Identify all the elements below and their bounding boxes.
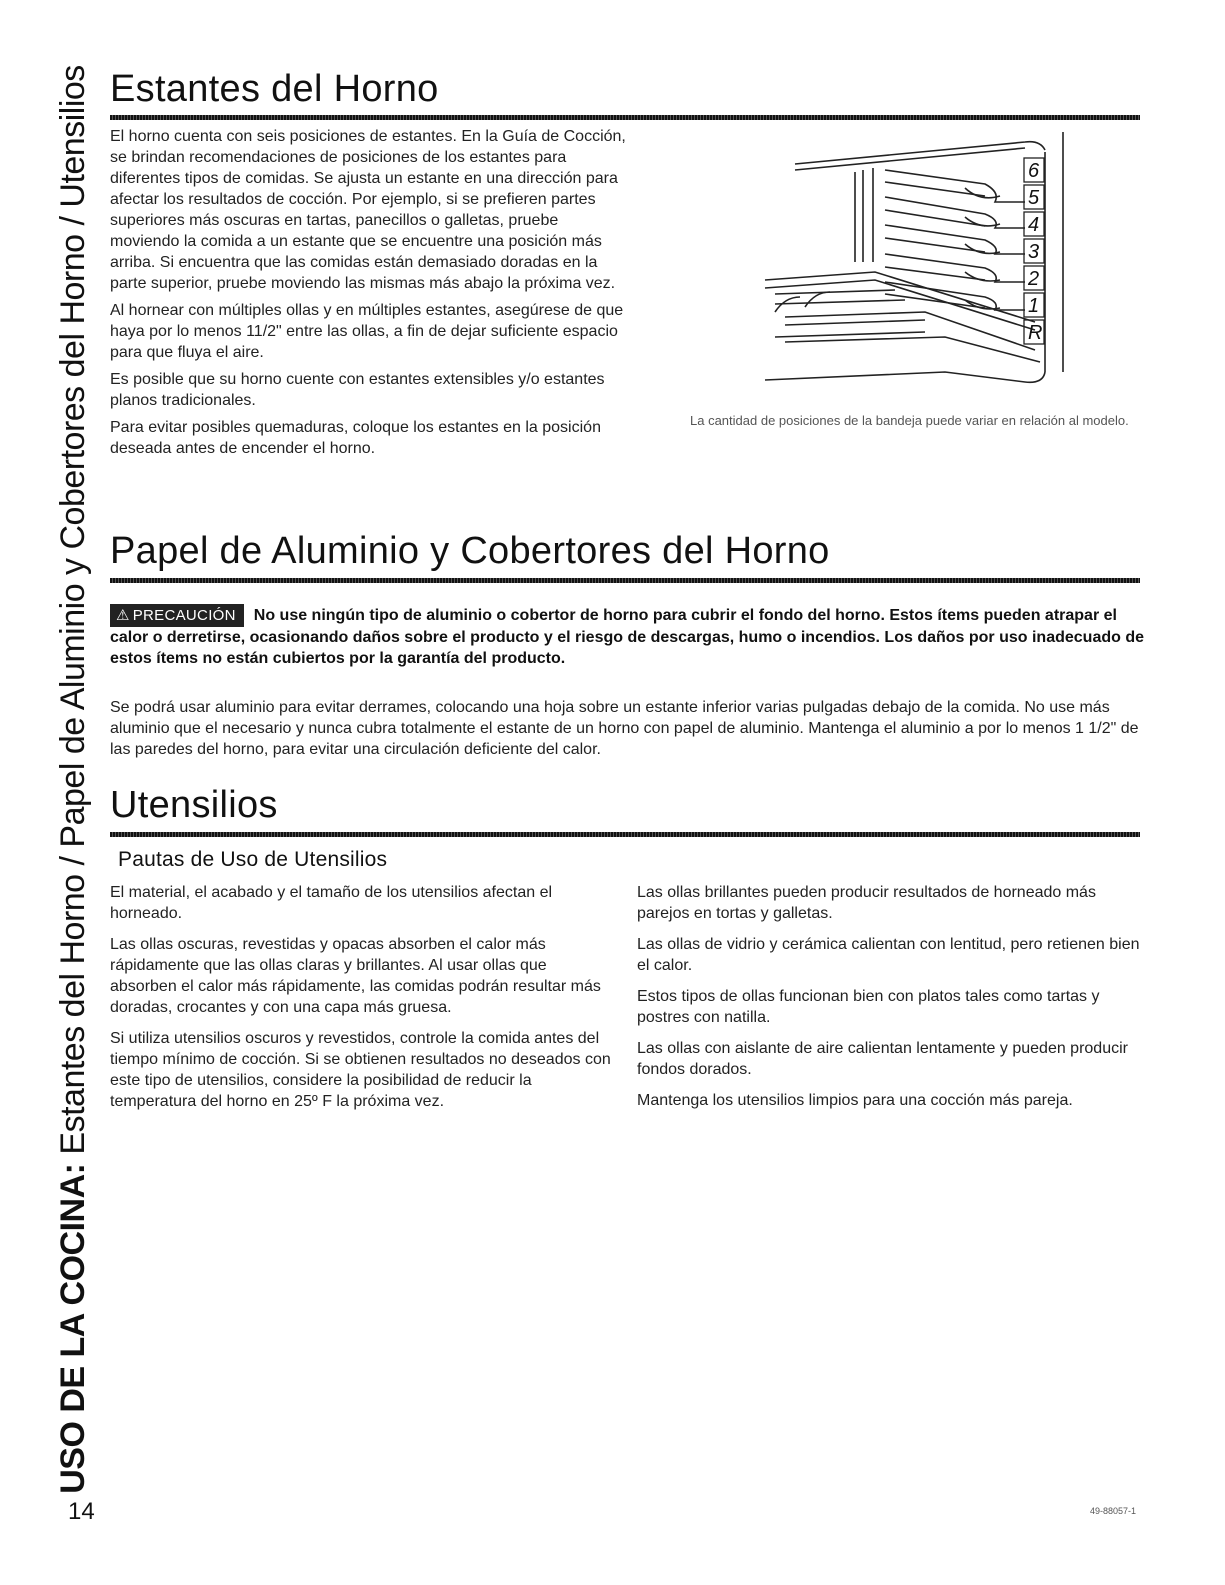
racks-text (110, 126, 630, 465)
rack-label: 3 (1028, 241, 1040, 263)
warning-triangle-icon: ⚠ (116, 607, 130, 624)
side-section-tab (52, 54, 94, 1504)
section-title-racks: Estantes del Horno (110, 68, 439, 110)
side-tab-bold: USO DE LA COCINA: (53, 1163, 92, 1494)
cookware-paragraph: Estos tipos de ollas funcionan bien con platos tales como tartas y postres con natilla. (637, 988, 1100, 1026)
cookware-paragraph: Las ollas de vidrio y cerámica calientan con lentitud, pero retienen bien el calor. (637, 936, 1140, 974)
racks-paragraph: Para evitar posibles quemaduras, coloque los estantes en la posición deseada antes de encender el horno. (110, 419, 601, 457)
figure-caption: La cantidad de posiciones de la bandeja puede variar en relación al modelo. (690, 413, 1129, 428)
section-title-cookware: Utensilios (110, 784, 278, 826)
cookware-paragraph: Mantenga los utensilios limpios para una cocción más pareja. (637, 1092, 1073, 1109)
caution-block (110, 604, 1145, 669)
racks-paragraph: El horno cuenta con seis posiciones de estantes. En la Guía de Cocción, se brindan recomendaciones de posiciones de los estantes para diferentes tipos de comidas. Se ajusta un estante en una dirección para afectar los resultados de cocción. Por ejemplo, si se prefieren partes superiores más oscuras en tartas, panecillos o galletas, pruebe moviendo la comida a un estante que se encuentre una posición más arriba. Si encuentra que las comidas están demasiado doradas en la parte superior, pruebe moviendo las mismas más abajo la próxima vez. (110, 128, 626, 292)
side-tab-text (54, 65, 93, 1494)
cookware-paragraph: Las ollas brillantes pueden producir resultados de horneado más parejos en tortas y galletas. (637, 884, 1096, 922)
cookware-subtitle: Pautas de Uso de Utensilios (118, 848, 388, 871)
oven-rack-illustration (745, 122, 1065, 390)
rack-label: 4 (1028, 214, 1040, 236)
side-tab-rest: Estantes del Horno / Papel de Aluminio y Cobertores del Horno / Utensilios (53, 64, 92, 1164)
section-title-foil: Papel de Aluminio y Cobertores del Horno (110, 530, 830, 572)
section-rule-cookware (110, 832, 1140, 837)
cookware-left-column (110, 882, 615, 1122)
rack-label: R (1028, 322, 1043, 344)
foil-body: Se podrá usar aluminio para evitar derrames, colocando una hoja sobre un estante inferior varias pulgadas debajo de la comida. No use más aluminio que el necesario y nunca cubra totalmente el estante de un horno con papel de aluminio. Mantenga el aluminio a por lo menos 1 1/2" de las paredes del horno, para evitar una circulación deficiente del calor. (110, 699, 1139, 758)
cookware-paragraph: El material, el acabado y el tamaño de los utensilios afectan el horneado. (110, 884, 553, 922)
cookware-right-column (637, 882, 1142, 1121)
section-rule-foil (110, 578, 1140, 583)
racks-paragraph: Al hornear con múltiples ollas y en múltiples estantes, asegúrese de que haya por lo menos 11/2" entre las ollas, a fin de dejar suficiente espacio para que fluya el aire. (110, 302, 624, 361)
page-number: 14 (68, 1498, 95, 1525)
cookware-paragraph: Las ollas oscuras, revestidas y opacas absorben el calor más rápidamente que las ollas claras y brillantes. Al usar ollas que absorben el calor más rápidamente, las comidas podrán resultar más doradas, crocantes y con una capa más gruesa. (110, 936, 601, 1016)
cookware-paragraph: Las ollas con aislante de aire calientan lentamente y pueden producir fondos dorados. (637, 1040, 1128, 1078)
rack-label: 1 (1028, 295, 1040, 317)
document-code: 49-88057-1 (1090, 1506, 1137, 1516)
section-rule-racks (110, 115, 1140, 120)
racks-paragraph: Es posible que su horno cuente con estantes extensibles y/o estantes planos tradicionales. (110, 371, 605, 409)
rack-label: 2 (1028, 268, 1040, 290)
caution-text: No use ningún tipo de aluminio o cobertor de horno para cubrir el fondo del horno. Estos ítems pueden atrapar el calor o derretirse, ocasionando daños sobre el producto y el riesgo de descargas, humo o incendios. Los daños por uso inadecuado de estos ítems no están cubiertos por la garantía del producto. (110, 607, 1145, 667)
rack-label: 6 (1028, 160, 1040, 182)
rack-label: 5 (1028, 187, 1040, 209)
caution-badge-label: PRECAUCIÓN (132, 607, 236, 624)
caution-badge (110, 604, 244, 627)
cookware-paragraph: Si utiliza utensilios oscuros y revestidos, controle la comida antes del tiempo mínimo de cocción. Si se obtienen resultados no deseados con este tipo de utensilios, considere la posibilidad de reducir la temperatura del horno en 25º F la próxima vez. (110, 1030, 611, 1110)
